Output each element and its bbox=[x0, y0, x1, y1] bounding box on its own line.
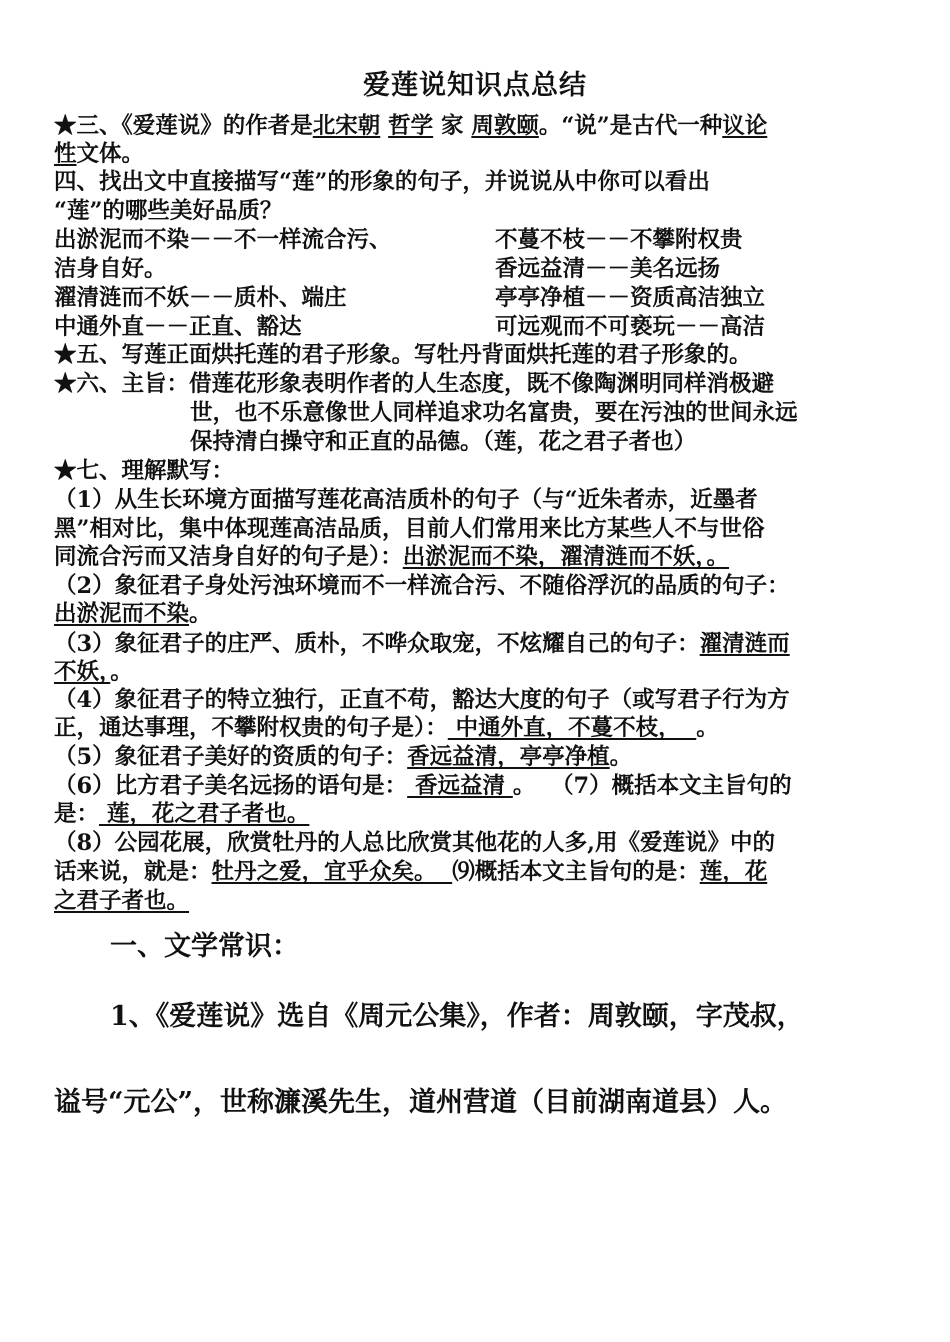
q7-item2-line1: （2）象征君子身处污浊环境而不一样流合污、不随俗浮沉的品质的句子： bbox=[54, 573, 790, 599]
literature-para-line2: 谥号“元公”，世称濂溪先生，道州营道（目前湖南道县）人。 bbox=[54, 1087, 788, 1118]
section-heading-literature: 一、文学常识： bbox=[110, 931, 299, 962]
answer-genre: 议论 bbox=[722, 113, 768, 139]
q7-item9-line2: 之君子者也。 bbox=[54, 888, 190, 914]
answer-item7: 莲，花之君子者也。 bbox=[99, 801, 310, 827]
q4-right-2: 香远益清－－美名远扬 bbox=[495, 256, 721, 282]
q7-item3-line2: 不妖，。 bbox=[54, 659, 133, 685]
q5-line: ★五、写莲正面烘托莲的君子形象。写牡丹背面烘托莲的君子形象的。 bbox=[54, 342, 752, 368]
q4-left-4: 中通外直－－正直、豁达 bbox=[54, 314, 302, 340]
answer-item6: 香远益清 bbox=[407, 773, 513, 799]
q6-line2: 世，也不乐意像世人同样追求功名富贵，要在污浊的世间永远 bbox=[190, 400, 798, 426]
q7-item3-line1: （3）象征君子的庄严、质朴，不哗众取宠，不炫耀自己的句子：濯清涟而 bbox=[54, 631, 790, 657]
answer-item9: 莲，花 bbox=[699, 859, 768, 885]
q7-item1-line1: （1）从生长环境方面描写莲花高洁质朴的句子（与“近朱者赤，近墨者 bbox=[54, 487, 758, 513]
literature-para-line1: 1、《爱莲说》选自《周元公集》，作者：周敦颐，字茂叔， bbox=[110, 1001, 804, 1032]
answer-item1: 出淤泥而不染，濯清涟而不妖，。 bbox=[402, 544, 730, 570]
q7-item6-line: （6）比方君子美名远扬的语句是： 香远益清 。 （7）概括本文主旨句的 bbox=[54, 773, 792, 799]
q4-right-3: 亭亭净植－－资质高洁独立 bbox=[495, 285, 766, 311]
q4-line2: “莲”的哪些美好品质？ bbox=[54, 198, 283, 224]
q4-right-1: 不蔓不枝－－不攀附权贵 bbox=[495, 227, 743, 253]
answer-item4: 中通外直，不蔓不枝， bbox=[447, 715, 697, 741]
q6-line3: 保持清白操守和正直的品德。（莲，花之君子者也） bbox=[190, 429, 697, 455]
answer-item3: 濯清涟而 bbox=[699, 631, 790, 657]
q6-line1: ★六、主旨：借莲花形象表明作者的人生态度，既不像陶渊明同样消极避 bbox=[54, 371, 775, 397]
q7-item1-line3: 同流合污而又洁身自好的句子是）：出淤泥而不染，濯清涟而不妖，。 bbox=[54, 544, 730, 570]
q7-item4-line2: 正，通达事理，不攀附权贵的句子是）： 中通外直，不蔓不枝， 。 bbox=[54, 715, 719, 741]
q4-line1: 四、找出文中直接描写“莲”的形象的句子，并说说从中你可以看出 bbox=[54, 169, 710, 195]
q3-line1: ★三、《爱莲说》的作者是北宋朝 哲学 家 周敦颐。“说”是古代一种议论 bbox=[54, 113, 768, 139]
q7-item8-line2: 话来说，就是：牡丹之爱，宜乎众矣。 ⑼概括本文主旨句的是：莲，花 bbox=[54, 859, 768, 885]
answer-item8: 牡丹之爱，宜乎众矣。 bbox=[211, 859, 453, 885]
q3-line2: 性文体。 bbox=[54, 141, 145, 167]
answer-item2: 出淤泥而不染 bbox=[54, 601, 190, 627]
answer-dynasty: 北宋朝 bbox=[312, 113, 381, 139]
q4-left-1: 出淤泥而不染－－不一样流合污、 bbox=[54, 227, 392, 253]
q7-item4-line1: （4）象征君子的特立独行，正直不苟，豁达大度的句子（或写君子行为方 bbox=[54, 687, 790, 713]
q7-item8-line1: （8）公园花展，欣赏牡丹的人总比欣赏其他花的人多,用《爱莲说》中的 bbox=[54, 830, 775, 856]
q7-item7-line: 是： 莲，花之君子者也。 bbox=[54, 801, 310, 827]
q7-heading: ★七、理解默写： bbox=[54, 458, 235, 484]
q4-right-4: 可远观而不可亵玩－－高洁 bbox=[495, 314, 766, 340]
q7-item2-line2: 出淤泥而不染。 bbox=[54, 601, 212, 627]
q4-left-2: 洁身自好。 bbox=[54, 256, 167, 282]
answer-field: 哲学 bbox=[388, 113, 434, 139]
page-title: 爱莲说知识点总结 bbox=[363, 70, 587, 101]
answer-author: 周敦颐 bbox=[471, 113, 539, 139]
answer-item5: 香远益清，亭亭净植 bbox=[407, 744, 610, 770]
q7-item1-line2: 黑”相对比，集中体现莲高洁品质，目前人们常用来比方某些人不与世俗 bbox=[54, 516, 765, 542]
q7-item5-line: （5）象征君子美好的资质的句子：香远益清，亭亭净植。 bbox=[54, 744, 633, 770]
q4-left-3: 濯清涟而不妖－－质朴、端庄 bbox=[54, 285, 347, 311]
